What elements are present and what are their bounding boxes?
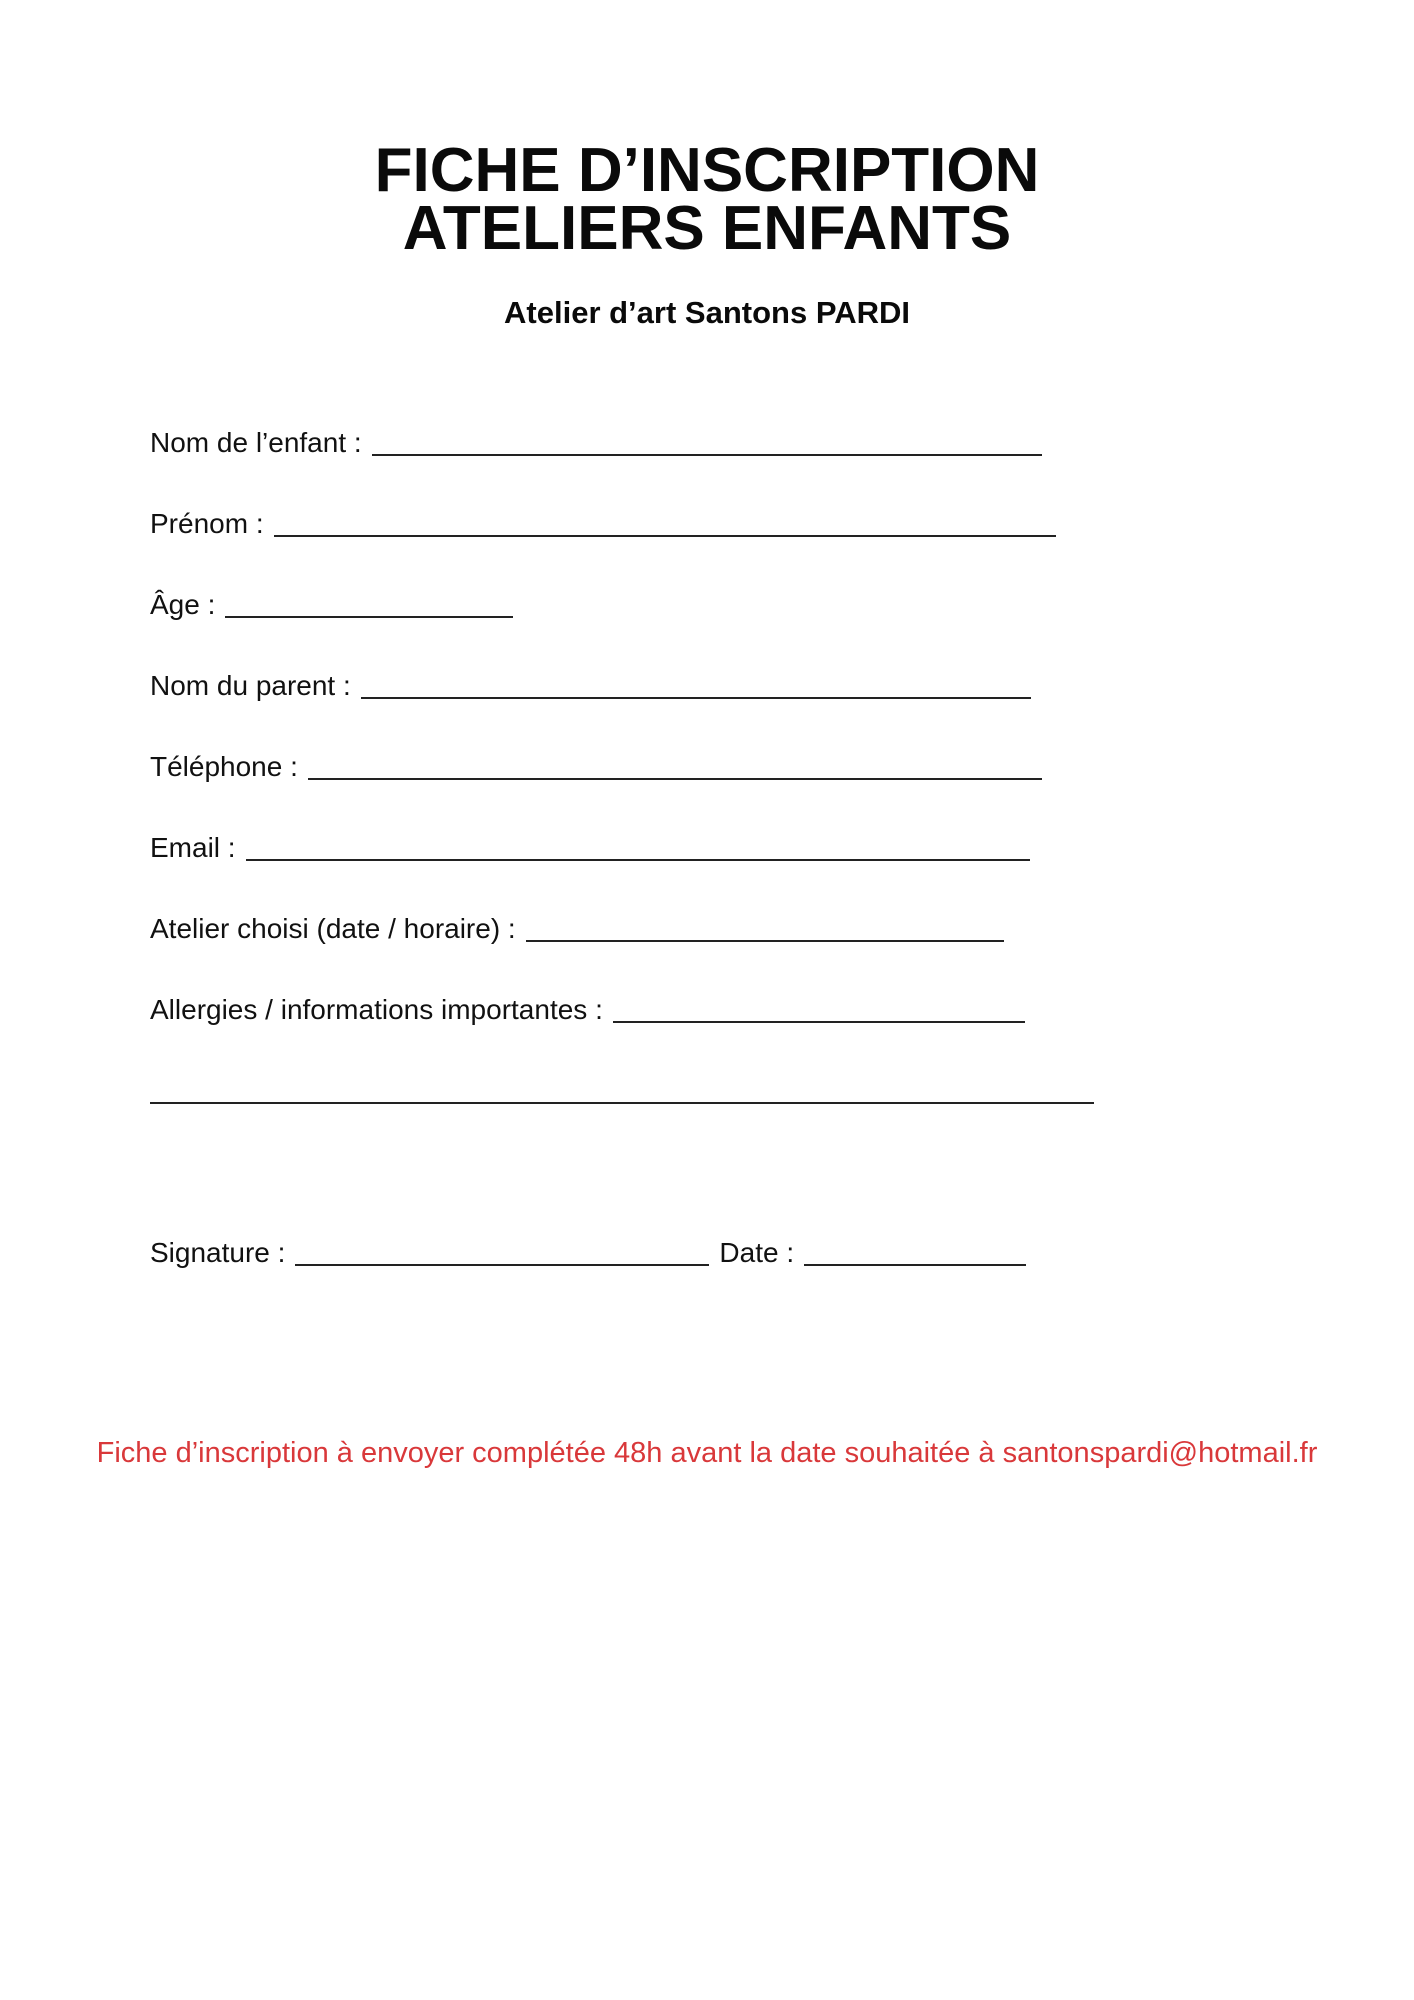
workshop-label: Atelier choisi (date / horaire) : [150,913,516,944]
parent-name-field[interactable] [150,669,1031,703]
allergies-field[interactable] [150,993,1025,1027]
form-subtitle: Atelier d’art Santons PARDI [504,295,910,330]
signature-date-row [150,1236,1026,1270]
date-blank[interactable] [804,1238,1026,1266]
email-label: Email : [150,832,236,863]
parent-name-label: Nom du parent : [150,670,351,701]
email-blank[interactable] [246,833,1030,861]
phone-blank[interactable] [308,752,1042,780]
phone-label: Téléphone : [150,751,298,782]
first-name-field[interactable] [150,507,1056,541]
first-name-label: Prénom : [150,508,264,539]
workshop-field[interactable] [150,912,1004,946]
form-title-line-2: ATELIERS ENFANTS [402,194,1012,263]
date-label: Date : [719,1237,795,1268]
age-blank[interactable] [225,590,513,618]
child-last-name-label: Nom de l’enfant : [150,427,362,458]
workshop-blank[interactable] [526,914,1004,942]
signature-label: Signature : [150,1237,286,1268]
age-label: Âge : [150,589,216,620]
age-field[interactable] [150,588,513,622]
parent-name-blank[interactable] [361,671,1031,699]
first-name-blank[interactable] [274,509,1056,537]
child-last-name-blank[interactable] [372,428,1042,456]
allergies-label: Allergies / informations importantes : [150,994,603,1025]
allergies-blank[interactable] [613,995,1025,1023]
submission-notice: Fiche d’inscription à envoyer complétée 48h avant la date souhaitée à santonspardi@hotmail.fr [96,1437,1318,1469]
allergies-extra-line[interactable] [150,1100,1094,1104]
email-field[interactable] [150,831,1030,865]
child-last-name-field[interactable] [150,426,1042,460]
phone-field[interactable] [150,750,1042,784]
form-title-line-1: FICHE D’INSCRIPTION [374,136,1040,205]
signature-blank[interactable] [295,1238,709,1266]
